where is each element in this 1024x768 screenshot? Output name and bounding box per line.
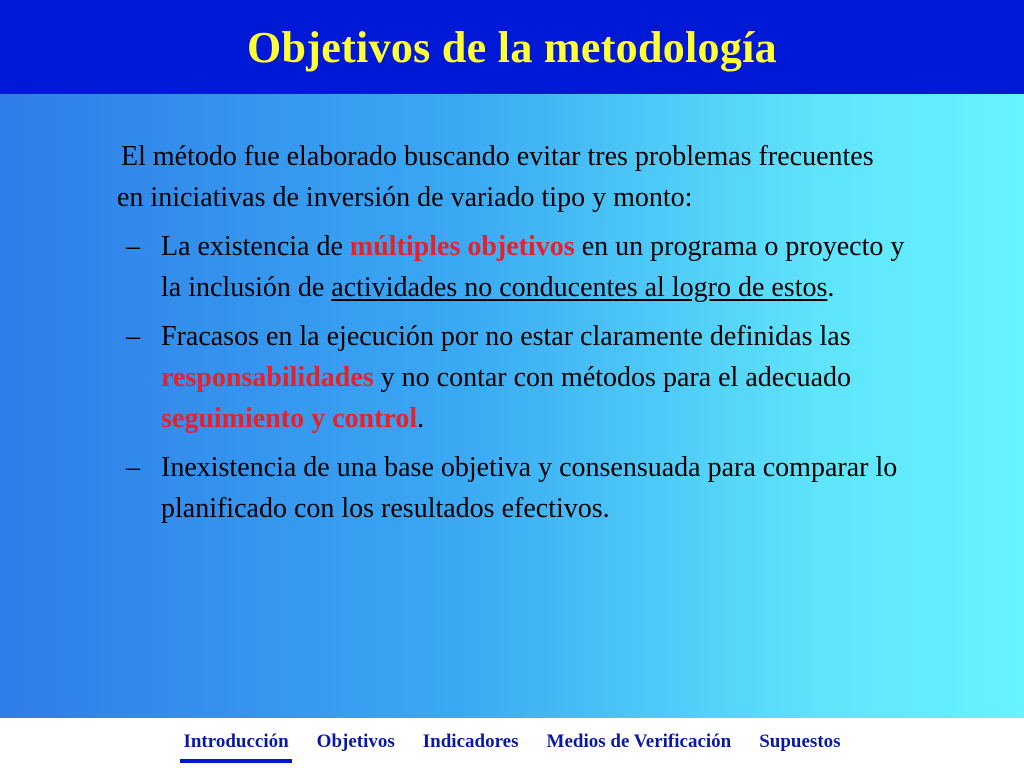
bullet-item-1 [117,226,907,308]
intro-text: El método fue elaborado buscando evitar tres problemas frecuentes en iniciativas de inversión de variado tipo y monto: [117,141,874,213]
nav-objetivos[interactable]: Objetivos [316,731,395,752]
bullet-text: La existencia de [161,231,350,262]
slide-content [117,136,907,537]
bullet-text: . [827,272,835,303]
bullet-text: Fracasos en la ejecución por no estar claramente definidas las [161,321,851,352]
title-bar [0,0,1024,94]
highlight-text: responsabilidades [161,362,374,393]
nav-medios-de-verificacion[interactable]: Medios de Verificación [546,731,732,752]
bullet-dash: – [126,452,140,483]
bullet-text: . [417,403,425,434]
underlined-text: actividades no conducentes al logro de estos [331,272,828,303]
intro-paragraph [117,136,907,218]
bullet-dash: – [126,231,140,262]
bullet-dash: – [126,321,140,352]
nav-indicadores[interactable]: Indicadores [422,731,519,752]
highlight-text: múltiples objetivos [349,231,575,262]
bullet-text: y no contar con métodos para el adecuado [373,362,852,393]
bullet-text: Inexistencia de una base objetiva y consensuada para comparar lo planificado con los resultados efectivos. [161,452,898,524]
slide-title: Objetivos de la metodología [247,22,777,72]
bullet-item-2 [117,316,907,439]
bullet-item-3 [117,447,907,529]
nav-supuestos[interactable]: Supuestos [759,731,841,752]
navigation-bar [0,718,1024,768]
highlight-text: seguimiento y control [161,403,418,434]
bullet-text: en un programa o proyecto y la inclusión de [161,231,905,303]
nav-introduccion[interactable]: Introducción [183,731,288,755]
bullet-list [117,226,907,529]
